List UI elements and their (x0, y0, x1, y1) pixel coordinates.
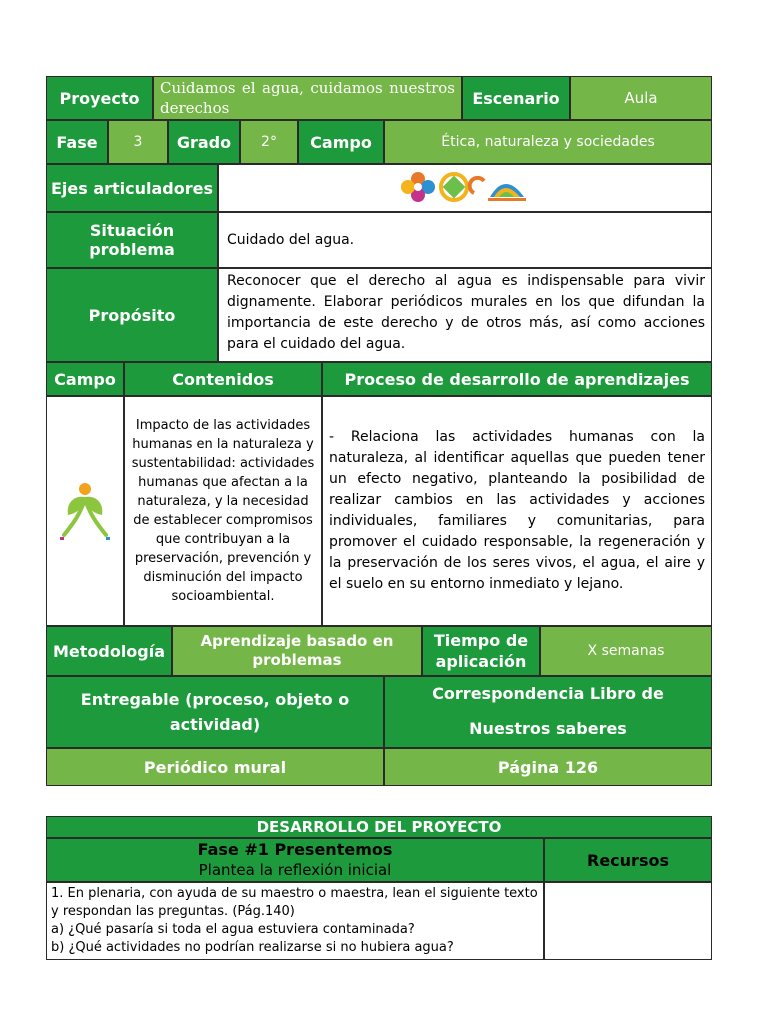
situacion-value: Cuidado del agua. (218, 212, 712, 268)
fase-label: Fase (46, 120, 108, 164)
campo-value: Ética, naturaleza y sociedades (384, 120, 712, 164)
grado-value: 2° (240, 120, 298, 164)
desarrollo-line: a) ¿Qué pasaría si toda el agua estuviera contaminada? (51, 922, 415, 937)
proposito-value: Reconocer que el derecho al agua es indispensable para vivir dignamente. Elaborar periódicos murales en los que difundan la importancia de este derecho y de otros más, así como acciones para el cuidado del agua. (218, 268, 712, 362)
contenidos-header: Contenidos (124, 362, 322, 396)
ejes-value (218, 164, 712, 212)
fase-header (46, 838, 544, 882)
correspondencia-line1: Correspondencia Libro de (432, 684, 664, 703)
pagina-value: Página 126 (384, 748, 712, 786)
proceso-header: Proceso de desarrollo de aprendizajes (322, 362, 712, 396)
grado-label: Grado (168, 120, 240, 164)
proceso-text: - Relaciona las actividades humanas con la naturaleza, al identificar aquellas que pueden tener un efecto negativo, planteando la posibilidad de realizar cambios en las actividades y acciones individuales, familiares y comunitarias, para promover el cuidado responsable, la regeneración y la preservación de los seres vivos, el agua, el aire y el suelo en su entorno inmediato y lejano. (322, 396, 712, 626)
fase-title: Fase #1 Presentemos (197, 840, 393, 859)
escenario-label: Escenario (462, 76, 570, 120)
correspondencia-line2: Nuestros saberes (469, 719, 627, 738)
desarrollo-line: 1. En plenaria, con ayuda de su maestro o maestra, lean el siguiente texto (51, 886, 538, 901)
fase-value: 3 (108, 120, 168, 164)
situacion-label: Situación problema (46, 212, 218, 268)
proposito-label: Propósito (46, 268, 218, 362)
entregable-label: Entregable (proceso, objeto o actividad) (46, 676, 384, 748)
ejes-label: Ejes articuladores (46, 164, 218, 212)
metodologia-value: Aprendizaje basado en problemas (172, 626, 422, 676)
campo-label: Campo (298, 120, 384, 164)
ejes-articuladores-icon (400, 167, 530, 209)
proyecto-value: Cuidamos el agua, cuidamos nuestros derechos (153, 76, 462, 120)
desarrollo-line: y respondan las preguntas. (Pág.140) (51, 904, 295, 919)
entregable-value: Periódico mural (46, 748, 384, 786)
fase-subtitle: Plantea la reflexión inicial (198, 861, 392, 879)
tiempo-label: Tiempo de aplicación (422, 626, 540, 676)
tiempo-value: X semanas (540, 626, 712, 676)
escenario-value: Aula (570, 76, 712, 120)
correspondencia-label (384, 676, 712, 748)
contenido-text: Impacto de las actividades humanas en la naturaleza y sustentabilidad: actividades humanas que afectan a la naturaleza, y la necesidad de establecer compromisos que contribuyan a la preservación, prevención y disminución del impacto socioambiental. (124, 396, 322, 626)
metodologia-label: Metodología (46, 626, 172, 676)
campo-etica-icon (58, 481, 112, 541)
proyecto-label: Proyecto (46, 76, 153, 120)
desarrollo-title: DESARROLLO DEL PROYECTO (46, 816, 712, 838)
recursos-cell (544, 882, 712, 960)
desarrollo-body (46, 882, 544, 960)
desarrollo-line: b) ¿Qué actividades no podrían realizarse si no hubiera agua? (51, 940, 454, 955)
campo-icon-cell (46, 396, 124, 626)
recursos-label: Recursos (544, 838, 712, 882)
campo-header: Campo (46, 362, 124, 396)
